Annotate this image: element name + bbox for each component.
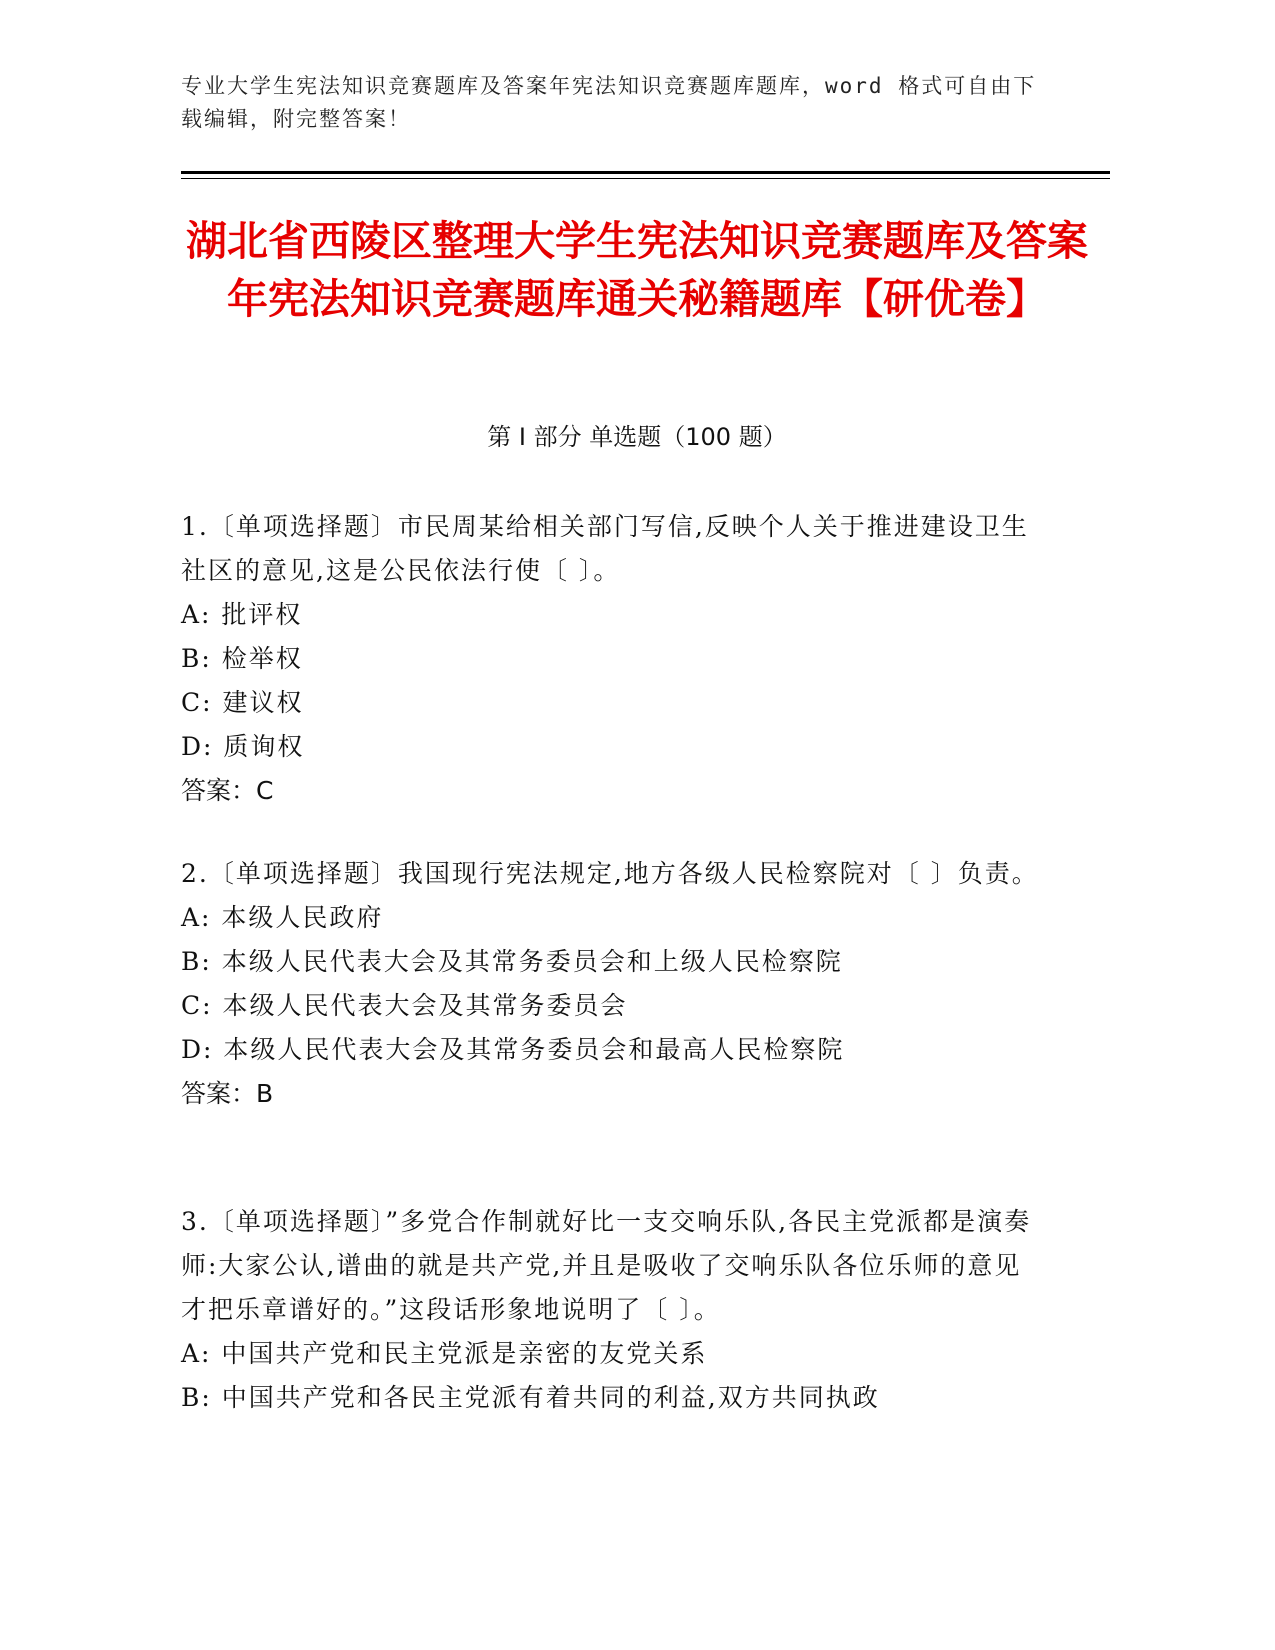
option-b: B: 本级人民代表大会及其常务委员会和上级人民检察院 bbox=[181, 947, 843, 976]
header-divider-thick bbox=[181, 171, 1110, 174]
option-a: A: 中国共产党和民主党派是亲密的友党关系 bbox=[181, 1339, 708, 1368]
question-1 bbox=[181, 505, 1041, 813]
option-a: A: 本级人民政府 bbox=[181, 903, 384, 932]
question-2 bbox=[181, 852, 1041, 1116]
header-note: 专业大学生宪法知识竞赛题库及答案年宪法知识竞赛题库题库，word 格式可自由下载编辑，附完整答案！ bbox=[181, 74, 1037, 131]
option-a: A: 批评权 bbox=[181, 600, 303, 629]
question-stem: 1.〔单项选择题〕市民周某给相关部门写信,反映个人关于推进建设卫生社区的意见,这是公民依法行使〔 〕。 bbox=[181, 512, 1029, 585]
question-stem: 2.〔单项选择题〕我国现行宪法规定,地方各级人民检察院对〔 〕负责。 bbox=[181, 859, 1039, 888]
section-title: 第 I 部分 单选题（100 题） bbox=[487, 423, 787, 451]
question-stem: 3.〔单项选择题〕”多党合作制就好比一支交响乐队,各民主党派都是演奏师:大家公认,谱曲的就是共产党,并且是吸收了交响乐队各位乐师的意见才把乐章谱好的。”这段话形象地说明了〔 〕。 bbox=[181, 1207, 1032, 1324]
option-b: B: 检举权 bbox=[181, 644, 303, 673]
question-3 bbox=[181, 1200, 1041, 1420]
header-divider-thin bbox=[181, 178, 1110, 179]
answer: 答案：B bbox=[181, 1079, 274, 1108]
option-c: C: 建议权 bbox=[181, 688, 304, 717]
option-d: D: 质询权 bbox=[181, 732, 305, 761]
option-c: C: 本级人民代表大会及其常务委员会 bbox=[181, 991, 628, 1020]
answer: 答案：C bbox=[181, 776, 274, 805]
document-title: 湖北省西陵区整理大学生宪法知识竞赛题库及答案年宪法知识竞赛题库通关秘籍题库【研优卷】 bbox=[186, 217, 1088, 323]
option-b: B: 中国共产党和各民主党派有着共同的利益,双方共同执政 bbox=[181, 1383, 880, 1412]
option-d: D: 本级人民代表大会及其常务委员会和最高人民检察院 bbox=[181, 1035, 845, 1064]
